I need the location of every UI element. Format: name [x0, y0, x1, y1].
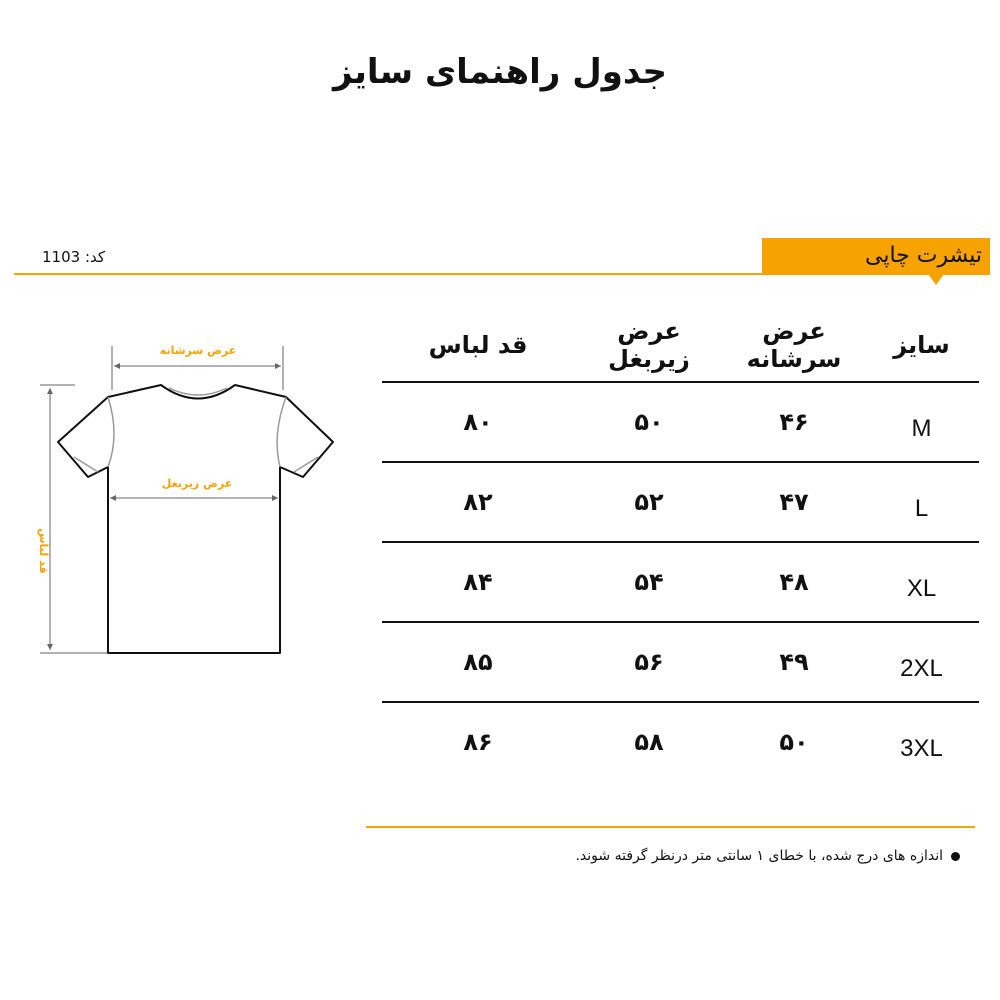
header-length: قد لباس	[428, 331, 528, 359]
length-cell: ۸۴	[463, 568, 493, 596]
tshirt-outline	[58, 385, 333, 653]
shoulder-width-cell: ۴۷	[779, 488, 809, 516]
armpit-width-cell: ۵۲	[634, 488, 664, 516]
note-text: اندازه های درج شده، با خطای ۱ سانتی متر درنظر گرفته شوند.	[575, 848, 943, 864]
size-cell: 2XL	[900, 655, 943, 682]
length-label: قد لباس	[37, 528, 50, 574]
tshirt-diagram	[0, 330, 345, 670]
table-row	[382, 383, 979, 463]
shoulder-width-label: عرض سرشانه	[159, 344, 237, 357]
bullet-icon	[951, 852, 960, 861]
shoulder-width-cell: ۴۸	[779, 568, 809, 596]
armpit-width-cell: ۵۶	[634, 648, 664, 676]
table-row	[382, 463, 979, 543]
length-cell: ۸۲	[463, 488, 493, 516]
table-row	[382, 623, 979, 703]
length-cell: ۸۶	[463, 728, 493, 756]
length-cell: ۸۰	[463, 408, 493, 436]
armpit-width-cell: ۵۰	[634, 408, 664, 436]
tab-pointer	[928, 274, 944, 285]
product-name-tab	[762, 238, 990, 274]
table-header	[382, 315, 979, 383]
page-title: جدول راهنمای سایز	[333, 52, 667, 92]
footer-divider	[366, 826, 975, 828]
size-table	[382, 315, 979, 781]
header-shoulder-width: عرض سرشانه	[746, 317, 842, 373]
table-row	[382, 543, 979, 623]
measurement-note	[500, 848, 960, 864]
length-cell: ۸۵	[463, 648, 493, 676]
size-cell: XL	[906, 575, 937, 602]
shoulder-width-cell: ۵۰	[779, 728, 809, 756]
product-code: کد: 1103	[42, 248, 106, 266]
shoulder-width-cell: ۴۹	[779, 648, 809, 676]
size-cell: 3XL	[900, 735, 943, 762]
header-size: سایز	[893, 331, 950, 359]
product-name: تیشرت چاپی	[865, 243, 982, 268]
size-cell: L	[914, 495, 929, 522]
header-armpit-width: عرض زیربغل	[608, 317, 690, 373]
table-row	[382, 703, 979, 781]
armpit-width-label: عرض زیربغل	[161, 477, 233, 490]
shoulder-width-cell: ۴۶	[779, 408, 809, 436]
armpit-width-cell: ۵۴	[634, 568, 664, 596]
size-cell: M	[911, 415, 932, 442]
armpit-width-cell: ۵۸	[634, 728, 664, 756]
